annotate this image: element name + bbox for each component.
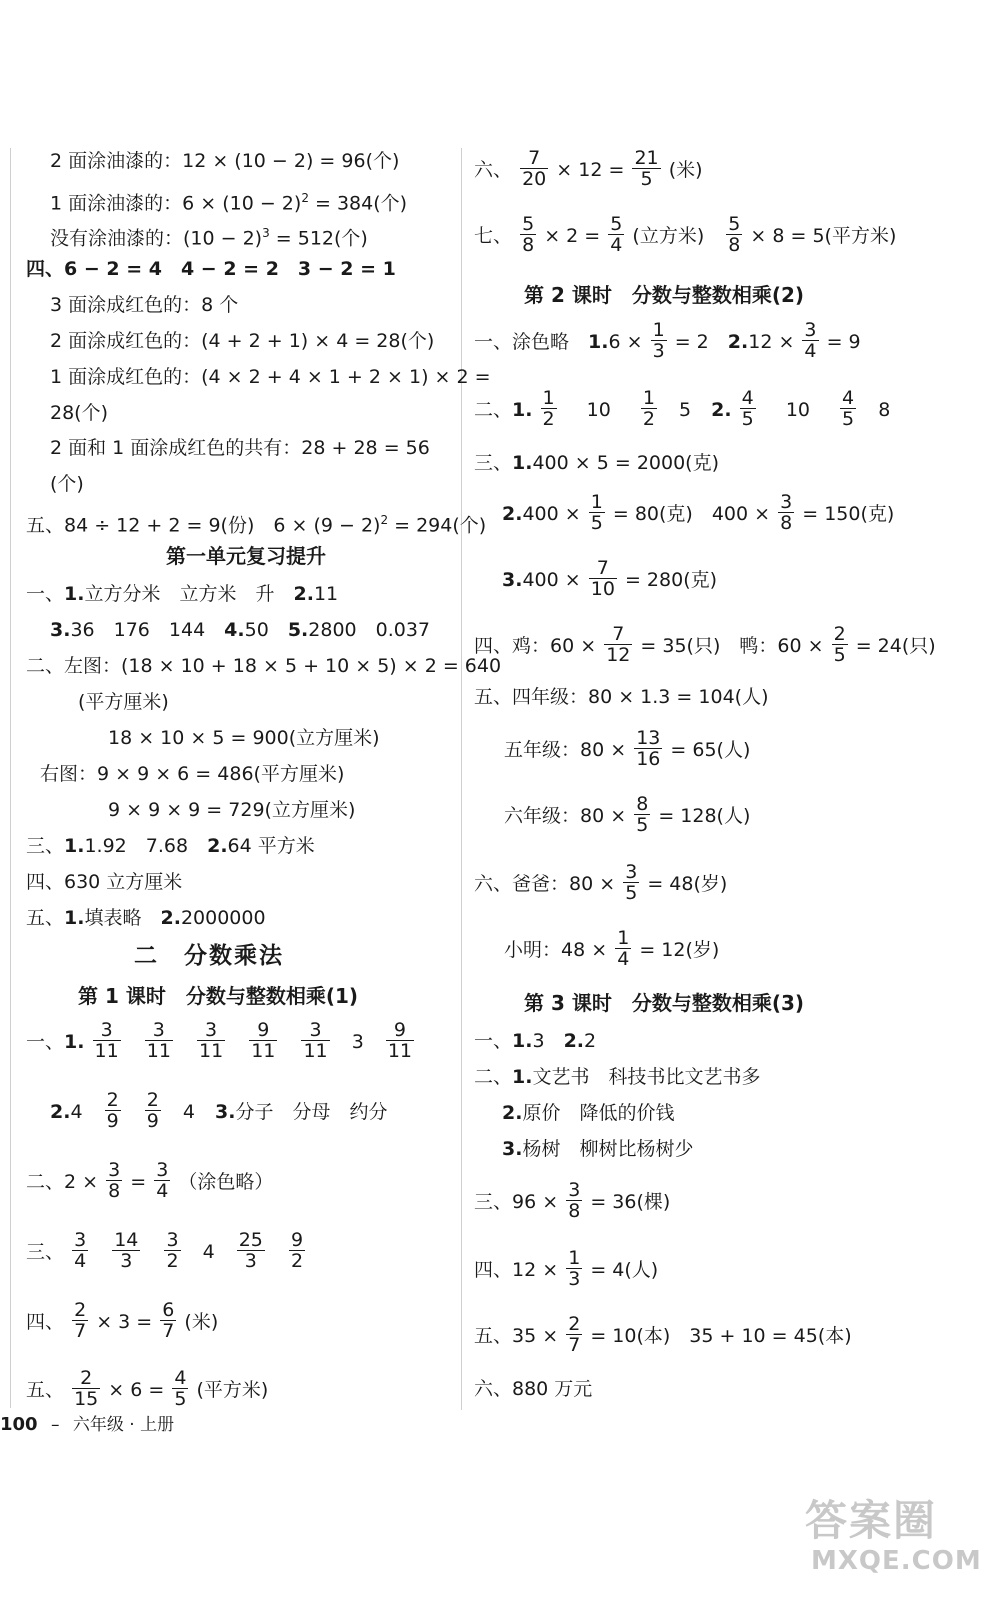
answer-line: 2.原价 降低的价钱 xyxy=(502,1102,675,1124)
fraction: $\frac{2}{7}$ xyxy=(74,1299,87,1342)
fraction: $\frac{5}{4}$ xyxy=(610,213,623,256)
fraction: $\frac{3}{4}$ xyxy=(74,1229,87,1272)
answer-line: 右图：9 × 9 × 6 = 486(平方厘米) xyxy=(40,763,345,785)
chapter-heading: 二 分数乘法 xyxy=(134,943,284,969)
fraction: $\frac{5}{8}$ xyxy=(728,213,741,256)
answer-line: 六、 $\frac{7}{20}$ × 12 = $\frac{21}{5}$ (米) xyxy=(474,147,703,190)
watermark-url: MXQE.COM xyxy=(811,1546,982,1576)
fraction: $\frac{4}{5}$ xyxy=(842,387,855,430)
fraction: $\frac{1}{5}$ xyxy=(590,491,603,534)
answer-line: 一、1. $\frac{3}{11}$ $\frac{3}{11}$ $\frac{3}{11}$ $\frac{9}{11}$ $\frac{3}{11}$ 3 $\frac{9}{11}$ xyxy=(26,1019,413,1062)
site-watermark xyxy=(805,1488,982,1588)
answer-line: 四、鸡：60 × $\frac{7}{12}$ = 35(只) 鸭：60 × $\frac{2}{5}$ = 24(只) xyxy=(474,623,936,666)
fraction: $\frac{2}{7}$ xyxy=(568,1313,581,1356)
fraction: $\frac{3}{8}$ xyxy=(568,1179,581,1222)
answer-line: 1 面涂油漆的：$6 \times (10 - 2)^2 = 384$(个) xyxy=(50,191,408,215)
fraction: $\frac{25}{3}$ xyxy=(238,1229,263,1272)
fraction: $\frac{3}{5}$ xyxy=(625,861,638,904)
lesson-2-heading: 第 2 课时 分数与整数相乘(2) xyxy=(524,283,805,307)
unit-review-heading: 第一单元复习提升 xyxy=(166,544,326,568)
fraction: $\frac{3}{4}$ xyxy=(804,319,817,362)
answer-line: (平方厘米) xyxy=(78,691,169,713)
fraction: $\frac{3}{8}$ xyxy=(780,491,793,534)
answer-line: 2.4 $\frac{2}{9}$ $\frac{2}{9}$ 4 3.分子 分母 约分 xyxy=(50,1089,388,1132)
fraction: $\frac{2}{9}$ xyxy=(146,1089,159,1132)
fraction: $\frac{3}{11}$ xyxy=(94,1019,119,1062)
left-margin-rule xyxy=(10,148,11,1408)
fraction: $\frac{21}{5}$ xyxy=(634,147,659,190)
answer-line: 二、2 × $\frac{3}{8}$ = $\frac{3}{4}$ （涂色略） xyxy=(26,1159,274,1202)
answer-line: 四、12 × $\frac{1}{3}$ = 4(人) xyxy=(474,1247,659,1290)
answer-line: 9 × 9 × 9 = 729(立方厘米) xyxy=(108,799,356,821)
answer-line: 2 面涂油漆的：12 × (10 − 2) = 96(个) xyxy=(50,150,400,172)
fraction: $\frac{9}{11}$ xyxy=(251,1019,276,1062)
fraction: $\frac{1}{4}$ xyxy=(617,927,630,970)
fraction: $\frac{2}{9}$ xyxy=(106,1089,119,1132)
answer-line: 六、880 万元 xyxy=(474,1378,593,1400)
question-4-answer: 四、6 − 2 = 4 4 − 2 = 2 3 − 2 = 1 xyxy=(26,258,396,280)
fraction: $\frac{1}{2}$ xyxy=(542,387,555,430)
answer-line: 3.400 × $\frac{7}{10}$ = 280(克) xyxy=(502,557,718,600)
fraction: $\frac{7}{12}$ xyxy=(606,623,631,666)
grade-label: 六年级 · 上册 xyxy=(72,1415,175,1435)
fraction: $\frac{9}{11}$ xyxy=(387,1019,413,1062)
fraction: $\frac{14}{3}$ xyxy=(114,1229,139,1272)
answer-line: 五、四年级：80 × 1.3 = 104(人) xyxy=(474,686,769,708)
answer-line: 五、35 × $\frac{2}{7}$ = 10(本) 35 + 10 = 45(本) xyxy=(474,1313,852,1356)
fraction: $\frac{4}{5}$ xyxy=(741,387,754,430)
fraction: $\frac{1}{2}$ xyxy=(642,387,655,430)
fraction: $\frac{5}{8}$ xyxy=(522,213,535,256)
answer-line: 2.400 × $\frac{1}{5}$ = 80(克) 400 × $\frac{3}{8}$ = 150(克) xyxy=(502,491,895,534)
fraction: $\frac{13}{16}$ xyxy=(636,727,661,770)
answer-line: 没有涂油漆的：$(10 - 2)^3 = 512$(个) xyxy=(50,226,368,250)
answer-line: 3 面涂成红色的：8 个 xyxy=(50,294,239,316)
fraction: $\frac{6}{7}$ xyxy=(162,1299,175,1342)
answer-line: 小明：48 × $\frac{1}{4}$ = 12(岁) xyxy=(504,927,720,970)
answer-line: 3.杨树 柳树比杨树少 xyxy=(502,1138,694,1160)
fraction: $\frac{3}{11}$ xyxy=(198,1019,224,1062)
answer-line: 一、涂色略 1.6 × $\frac{1}{3}$ = 2 2.12 × $\frac{3}{4}$ = 9 xyxy=(474,319,861,362)
answer-line: 五、 $\frac{2}{15}$ × 6 = $\frac{4}{5}$ (平方米) xyxy=(26,1367,269,1410)
answer-line: 五、1.填表略 2.2000000 xyxy=(26,907,266,929)
question-5-answer: 五、84 ÷ 12 + 2 = 9(份) $6 \times (9 - 2)^2 = 294$(个) xyxy=(26,513,487,537)
answer-line: 六、爸爸：80 × $\frac{3}{5}$ = 48(岁) xyxy=(474,861,728,904)
answer-line: 四、 $\frac{2}{7}$ × 3 = $\frac{6}{7}$ (米) xyxy=(26,1299,219,1342)
fraction: $\frac{7}{20}$ xyxy=(522,147,547,190)
fraction: $\frac{3}{2}$ xyxy=(166,1229,179,1272)
answer-line: 2 面涂成红色的：(4 + 2 + 1) × 4 = 28(个) xyxy=(50,330,435,352)
watermark-logo-text: 答案圈 xyxy=(805,1496,938,1545)
answer-line: (个) xyxy=(50,473,84,495)
fraction: $\frac{3}{11}$ xyxy=(146,1019,171,1062)
page-number: 100 xyxy=(0,1414,38,1435)
answer-line: 六年级：80 × $\frac{8}{5}$ = 128(人) xyxy=(504,793,751,836)
answer-line: 3.36 176 144 4.50 5.2800 0.037 xyxy=(50,619,431,641)
answer-line: 28(个) xyxy=(50,402,109,424)
column-divider xyxy=(461,148,462,1410)
fraction: $\frac{2}{15}$ xyxy=(74,1367,99,1410)
answer-line: 三、 $\frac{3}{4}$ $\frac{14}{3}$ $\frac{3}{2}$ 4 $\frac{25}{3}$ $\frac{9}{2}$ xyxy=(26,1229,304,1272)
answer-line: 1 面涂成红色的：(4 × 2 + 4 × 1 + 2 × 1) × 2 = xyxy=(50,366,491,388)
answer-line: 二、1.文艺书 科技书比文艺书多 xyxy=(474,1066,761,1088)
answer-line: 三、1.400 × 5 = 2000(克) xyxy=(474,452,719,474)
fraction: $\frac{3}{4}$ xyxy=(156,1159,169,1202)
page-footer xyxy=(0,1410,174,1435)
fraction: $\frac{1}{3}$ xyxy=(568,1247,581,1290)
answer-line: 二、左图：(18 × 10 + 18 × 5 + 10 × 5) × 2 = 640 xyxy=(26,655,502,677)
fraction: $\frac{9}{2}$ xyxy=(290,1229,304,1272)
answer-line: 一、1.3 2.2 xyxy=(474,1030,597,1052)
fraction: $\frac{3}{8}$ xyxy=(108,1159,121,1202)
fraction: $\frac{4}{5}$ xyxy=(174,1367,187,1410)
lesson-3-heading: 第 3 课时 分数与整数相乘(3) xyxy=(524,991,805,1015)
answer-line: 一、1.立方分米 立方米 升 2.11 xyxy=(26,583,339,605)
answer-line: 二、1. $\frac{1}{2}$ 10 $\frac{1}{2}$ 5 2. $\frac{4}{5}$ 10 $\frac{4}{5}$ 8 xyxy=(474,387,891,430)
fraction: $\frac{3}{11}$ xyxy=(303,1019,328,1062)
answer-line: 四、630 立方厘米 xyxy=(26,871,183,893)
answer-line: 七、 $\frac{5}{8}$ × 2 = $\frac{5}{4}$ (立方米) $\frac{5}{8}$ × 8 = 5(平方米) xyxy=(474,213,897,256)
answer-line: 三、1.1.92 7.68 2.64 平方米 xyxy=(26,835,315,857)
answer-line: 三、96 × $\frac{3}{8}$ = 36(棵) xyxy=(474,1179,671,1222)
fraction: $\frac{8}{5}$ xyxy=(636,793,649,836)
fraction: $\frac{2}{5}$ xyxy=(833,623,846,666)
answer-line: 18 × 10 × 5 = 900(立方厘米) xyxy=(108,727,380,749)
footer-dash: – xyxy=(50,1415,60,1435)
lesson-1-heading: 第 1 课时 分数与整数相乘(1) xyxy=(78,984,359,1008)
answer-line: 五年级：80 × $\frac{13}{16}$ = 65(人) xyxy=(504,727,751,770)
answer-line: 2 面和 1 面涂成红色的共有：28 + 28 = 56 xyxy=(50,437,430,459)
fraction: $\frac{1}{3}$ xyxy=(652,319,665,362)
fraction: $\frac{7}{10}$ xyxy=(590,557,615,600)
